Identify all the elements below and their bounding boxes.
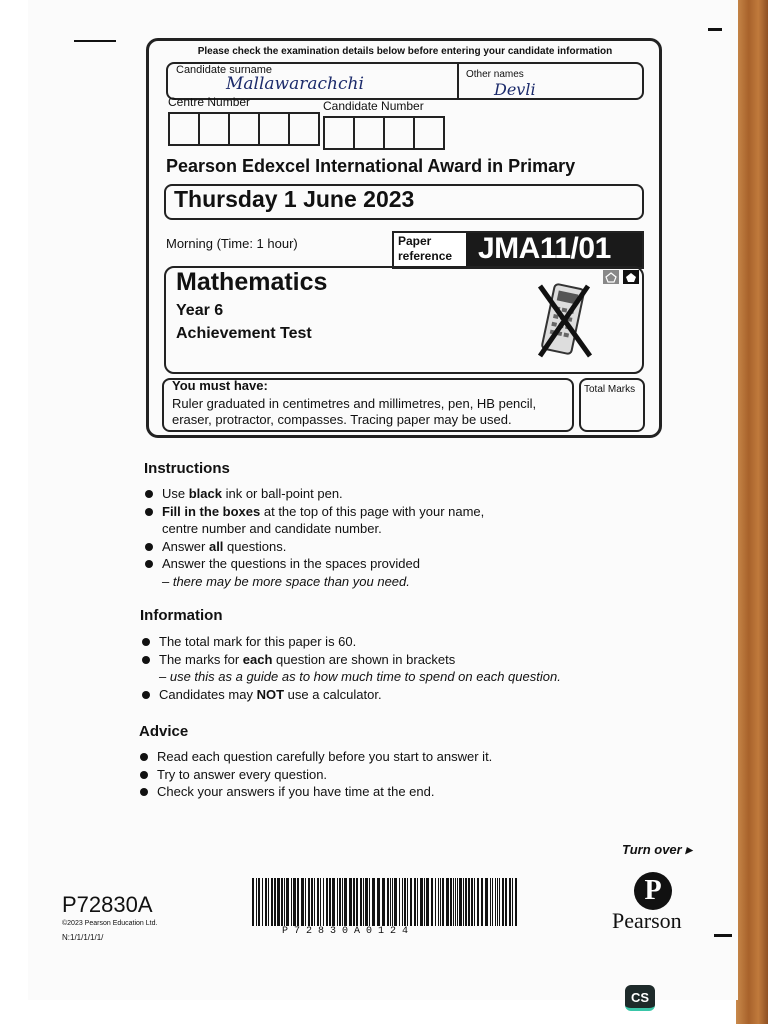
list-item: – there may be more space than you need. <box>162 573 410 589</box>
barcode-bar <box>305 878 306 926</box>
barcode-bar <box>459 878 462 926</box>
list-item: Answer the questions in the spaces provided <box>144 555 484 573</box>
barcode-bar <box>271 878 273 926</box>
barcode-bar <box>308 878 310 926</box>
copyright: ©2023 Pearson Education Ltd. <box>62 920 158 927</box>
barcode-bar <box>399 878 400 926</box>
barcode-bar <box>426 878 429 926</box>
barcode-bar <box>268 878 269 926</box>
award-title: Pearson Edexcel International Award in Primary <box>166 156 576 176</box>
barcode-bar <box>344 878 347 926</box>
scan-mark <box>74 40 116 42</box>
barcode-bar <box>468 878 470 926</box>
check-note: Please check the examination details below before entering your candidate information <box>197 46 613 57</box>
list-item: Check your answers if you have time at the end. <box>139 783 492 801</box>
barcode-bar <box>440 878 441 926</box>
other-names-label: Other names <box>466 69 524 80</box>
barcode-bar <box>410 878 412 926</box>
barcode-bar <box>329 878 331 926</box>
list-item: The total mark for this paper is 60. <box>141 633 561 651</box>
barcode-bar <box>505 878 507 926</box>
barcode-bar <box>495 878 496 926</box>
paper-reference-label-line2: reference <box>398 249 453 263</box>
barcode-bar <box>471 878 473 926</box>
pentagon-solid-icon <box>623 270 639 284</box>
turn-over-label: Turn over ▸ <box>622 842 692 857</box>
table-edge-right <box>736 0 768 1024</box>
barcode-bar <box>377 878 380 926</box>
exam-date: Thursday 1 June 2023 <box>174 186 415 212</box>
instructions-heading: Instructions <box>144 460 230 477</box>
barcode-bar <box>402 878 403 926</box>
list-item: The marks for each question are shown in brackets <box>141 651 561 669</box>
barcode-bar <box>265 878 267 926</box>
barcode-bar <box>286 878 289 926</box>
subject-title: Mathematics <box>176 268 328 296</box>
barcode-bar <box>262 878 263 926</box>
barcode-bar <box>509 878 511 926</box>
barcode-bar <box>317 878 319 926</box>
must-have-text: Ruler graduated in centimetres and millimetres, pen, HB pencil, eraser, protractor, compasses. Tracing paper may be used. <box>172 396 537 427</box>
barcode-bar <box>365 878 368 926</box>
session-time: Morning (Time: 1 hour) <box>166 236 298 251</box>
scan-mark <box>708 28 722 31</box>
barcode-bar <box>339 878 341 926</box>
barcode-bar <box>293 878 296 926</box>
scanner-badge: CS <box>625 985 655 1011</box>
surname-value: Mallawarachchi <box>226 74 364 94</box>
list-item: Use black ink or ball-point pen. <box>144 485 484 503</box>
barcode-bar <box>485 878 488 926</box>
barcode-bar <box>332 878 335 926</box>
barcode-bar <box>320 878 321 926</box>
barcode-bar <box>420 878 423 926</box>
list-item: Answer all questions. <box>144 538 484 556</box>
name-divider <box>457 62 459 100</box>
barcode-bar <box>277 878 280 926</box>
advice-list <box>139 748 492 801</box>
list-item: centre number and candidate number. <box>162 521 382 536</box>
pearson-logo-icon: P <box>634 872 672 910</box>
barcode-bar <box>442 878 444 926</box>
pentagon-icon <box>603 270 619 284</box>
other-names-value: Devli <box>494 80 536 99</box>
list-item: Read each question carefully before you start to answer it. <box>139 748 492 766</box>
print-code: N:1/1/1/1/1/ <box>62 933 104 942</box>
barcode-bar <box>512 878 513 926</box>
barcode-bar <box>301 878 304 926</box>
barcode-bar <box>353 878 355 926</box>
paper-reference-code: JMA11/01 <box>478 232 611 265</box>
information-list <box>141 633 561 703</box>
barcode <box>252 878 518 926</box>
barcode-bar <box>390 878 391 926</box>
centre-number-label: Centre Number <box>168 95 251 109</box>
barcode-bar <box>372 878 375 926</box>
scan-mark <box>714 934 732 937</box>
instructions-list <box>144 485 484 590</box>
barcode-bar <box>256 878 257 926</box>
barcode-bar <box>450 878 452 926</box>
barcode-bar <box>394 878 397 926</box>
barcode-bar <box>435 878 436 926</box>
barcode-bar <box>349 878 352 926</box>
barcode-bar <box>492 878 493 926</box>
barcode-bar <box>453 878 454 926</box>
barcode-bar <box>463 878 464 926</box>
barcode-bar <box>424 878 425 926</box>
barcode-bar <box>497 878 498 926</box>
barcode-bar <box>481 878 483 926</box>
test-type: Achievement Test <box>176 325 312 342</box>
barcode-bar <box>387 878 389 926</box>
barcode-bar <box>274 878 276 926</box>
list-item: – use this as a guide as to how much time to spend on each question. <box>159 669 561 684</box>
barcode-bar <box>382 878 385 926</box>
surname-label: Candidate surname <box>176 64 273 76</box>
barcode-bar <box>404 878 406 926</box>
barcode-text: P72830A0124 <box>282 926 415 937</box>
barcode-bar <box>326 878 328 926</box>
barcode-bar <box>477 878 479 926</box>
barcode-bar <box>337 878 338 926</box>
candidate-number-boxes <box>323 116 445 150</box>
barcode-bar <box>314 878 315 926</box>
candidate-number-label: Candidate Number <box>323 99 424 113</box>
barcode-bar <box>360 878 362 926</box>
total-marks-label: Total Marks <box>584 384 636 395</box>
publisher-name: Pearson <box>612 908 682 933</box>
barcode-bar <box>392 878 393 926</box>
barcode-bar <box>323 878 324 926</box>
list-item: Candidates may NOT use a calculator. <box>141 686 561 704</box>
barcode-bar <box>499 878 500 926</box>
barcode-bar <box>297 878 299 926</box>
barcode-bar <box>490 878 491 926</box>
barcode-bar <box>258 878 260 926</box>
paper-code: P72830A <box>62 892 153 917</box>
barcode-bar <box>457 878 458 926</box>
barcode-bar <box>311 878 313 926</box>
paper-reference-label-line1: Paper <box>398 234 432 248</box>
barcode-bar <box>417 878 418 926</box>
barcode-bar <box>438 878 439 926</box>
barcode-bar <box>363 878 364 926</box>
barcode-bar <box>407 878 408 926</box>
list-item: Fill in the boxes at the top of this page with your name, <box>144 503 484 521</box>
barcode-bar <box>455 878 456 926</box>
barcode-bar <box>502 878 504 926</box>
barcode-bar <box>474 878 475 926</box>
list-item: Try to answer every question. <box>139 766 492 784</box>
barcode-bar <box>252 878 254 926</box>
paper-reference-label <box>394 233 466 267</box>
barcode-bar <box>414 878 416 926</box>
barcode-bar <box>446 878 449 926</box>
barcode-bar <box>515 878 517 926</box>
information-heading: Information <box>140 607 223 624</box>
barcode-bar <box>284 878 285 926</box>
barcode-bar <box>465 878 467 926</box>
barcode-bar <box>431 878 433 926</box>
barcode-bar <box>281 878 283 926</box>
year-level: Year 6 <box>176 302 224 319</box>
no-calculator-icon <box>532 280 596 360</box>
must-have-heading: You must have: <box>172 378 268 393</box>
barcode-bar <box>356 878 358 926</box>
barcode-bar <box>369 878 370 926</box>
barcode-bar <box>342 878 343 926</box>
centre-number-boxes <box>168 112 320 146</box>
barcode-bar <box>291 878 292 926</box>
advice-heading: Advice <box>139 723 189 740</box>
